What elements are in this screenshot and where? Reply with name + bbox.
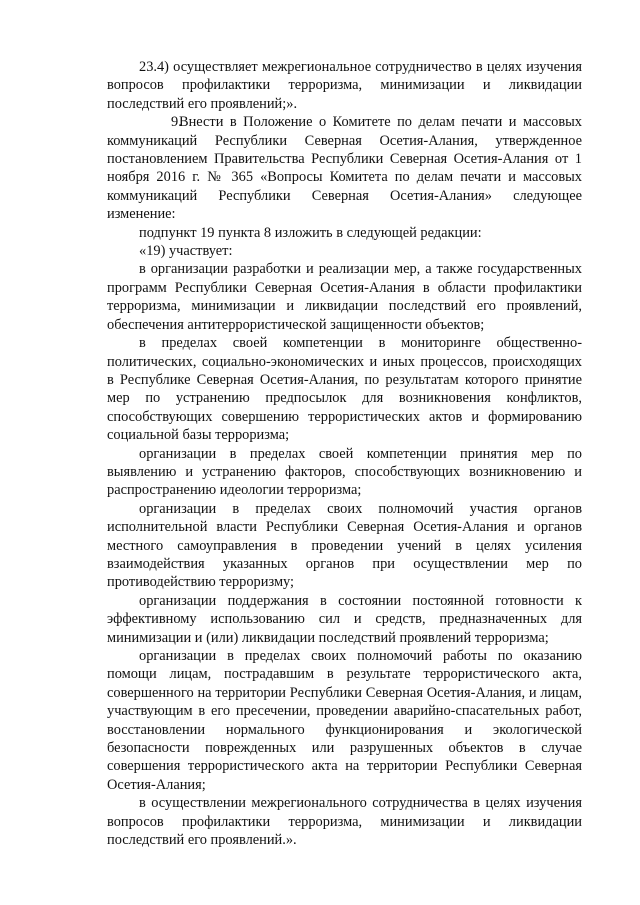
paragraph-9 <box>107 113 582 223</box>
paragraph-monitoring: в пределах своей компетенции в мониторинге общественно-политических, социально-экономических и иных процессов, происходящих в Республике Северная Осетия-Алания, по результатам которого принятие мер по устранению предпосылок для возникновения конфликтов, способствующих совершению террористических актов и формированию социальной базы терроризма; <box>107 335 582 444</box>
paragraph-readiness: организации поддержания в состоянии постоянной готовности к эффективному использованию сил и средств, предназначенных для минимизации и (или) ликвидации последствий проявлений терроризма; <box>107 592 582 646</box>
paragraph-assistance: организации в пределах своих полномочий работы по оказанию помощи лицам, пострадавшим в результате террористического акта, совершенного на территории Республики Северная Осетия-Алания, и лицам, участвующим в его пресечении, проведении аварийно-спасательных работ, восстановлении нормального функционирования и экологической безопасности поврежденных или разрушенных объектов в случае совершения террористического акта на территории Республики Северная Осетия-Алания; <box>107 648 582 793</box>
paragraph-23-4: 23.4) осуществляет межрегиональное сотрудничество в целях изучения вопросов профилактики терроризма, минимизации и ликвидации последствий его проявлений;». <box>107 59 582 112</box>
paragraph-ideology: организации в пределах своей компетенции принятия мер по выявлению и устранению факторов, способствующих возникновению и распространению идеологии терроризма; <box>107 445 582 499</box>
paragraph-subitem-19: подпункт 19 пункта 8 изложить в следующей редакции: <box>139 224 482 241</box>
paragraph-cooperation: в осуществлении межрегионального сотрудничества в целях изучения вопросов профилактики терроризма, минимизации и ликвидации последствий его проявлений.». <box>107 795 582 849</box>
paragraph-programs: в организации разработки и реализации мер, а также государственных программ Республики Северная Осетия-Алания в области профилактики терроризма, минимизации и ликвидации последствий его проявлений, обеспечения антитеррористической защищенности объектов; <box>107 261 582 333</box>
paragraph-9-text: Внести в Положение о Комитете по делам печати и массовых коммуникаций Республики Северная Осетия-Алания, утвержденное постановлением Правительства Республики Северная Осетия-Алания от 1 ноября 2016 г. № 365 «Вопросы Комитета по делам печати и массовых коммуникаций Республики Северная Осетия-Алания» следующее изменение: <box>107 114 582 223</box>
paragraph-exercises: организации в пределах своих полномочий участия органов исполнительной власти Республики Северная Осетия-Алания и органов местного самоуправления в проведении учений в целях усиления взаимодействия указанных органов при осуществлении мер по противодействию терроризму; <box>107 500 582 591</box>
item-number: 9. <box>171 114 182 131</box>
document-body <box>107 58 582 849</box>
paragraph-19-intro: «19) участвует: <box>139 243 233 260</box>
